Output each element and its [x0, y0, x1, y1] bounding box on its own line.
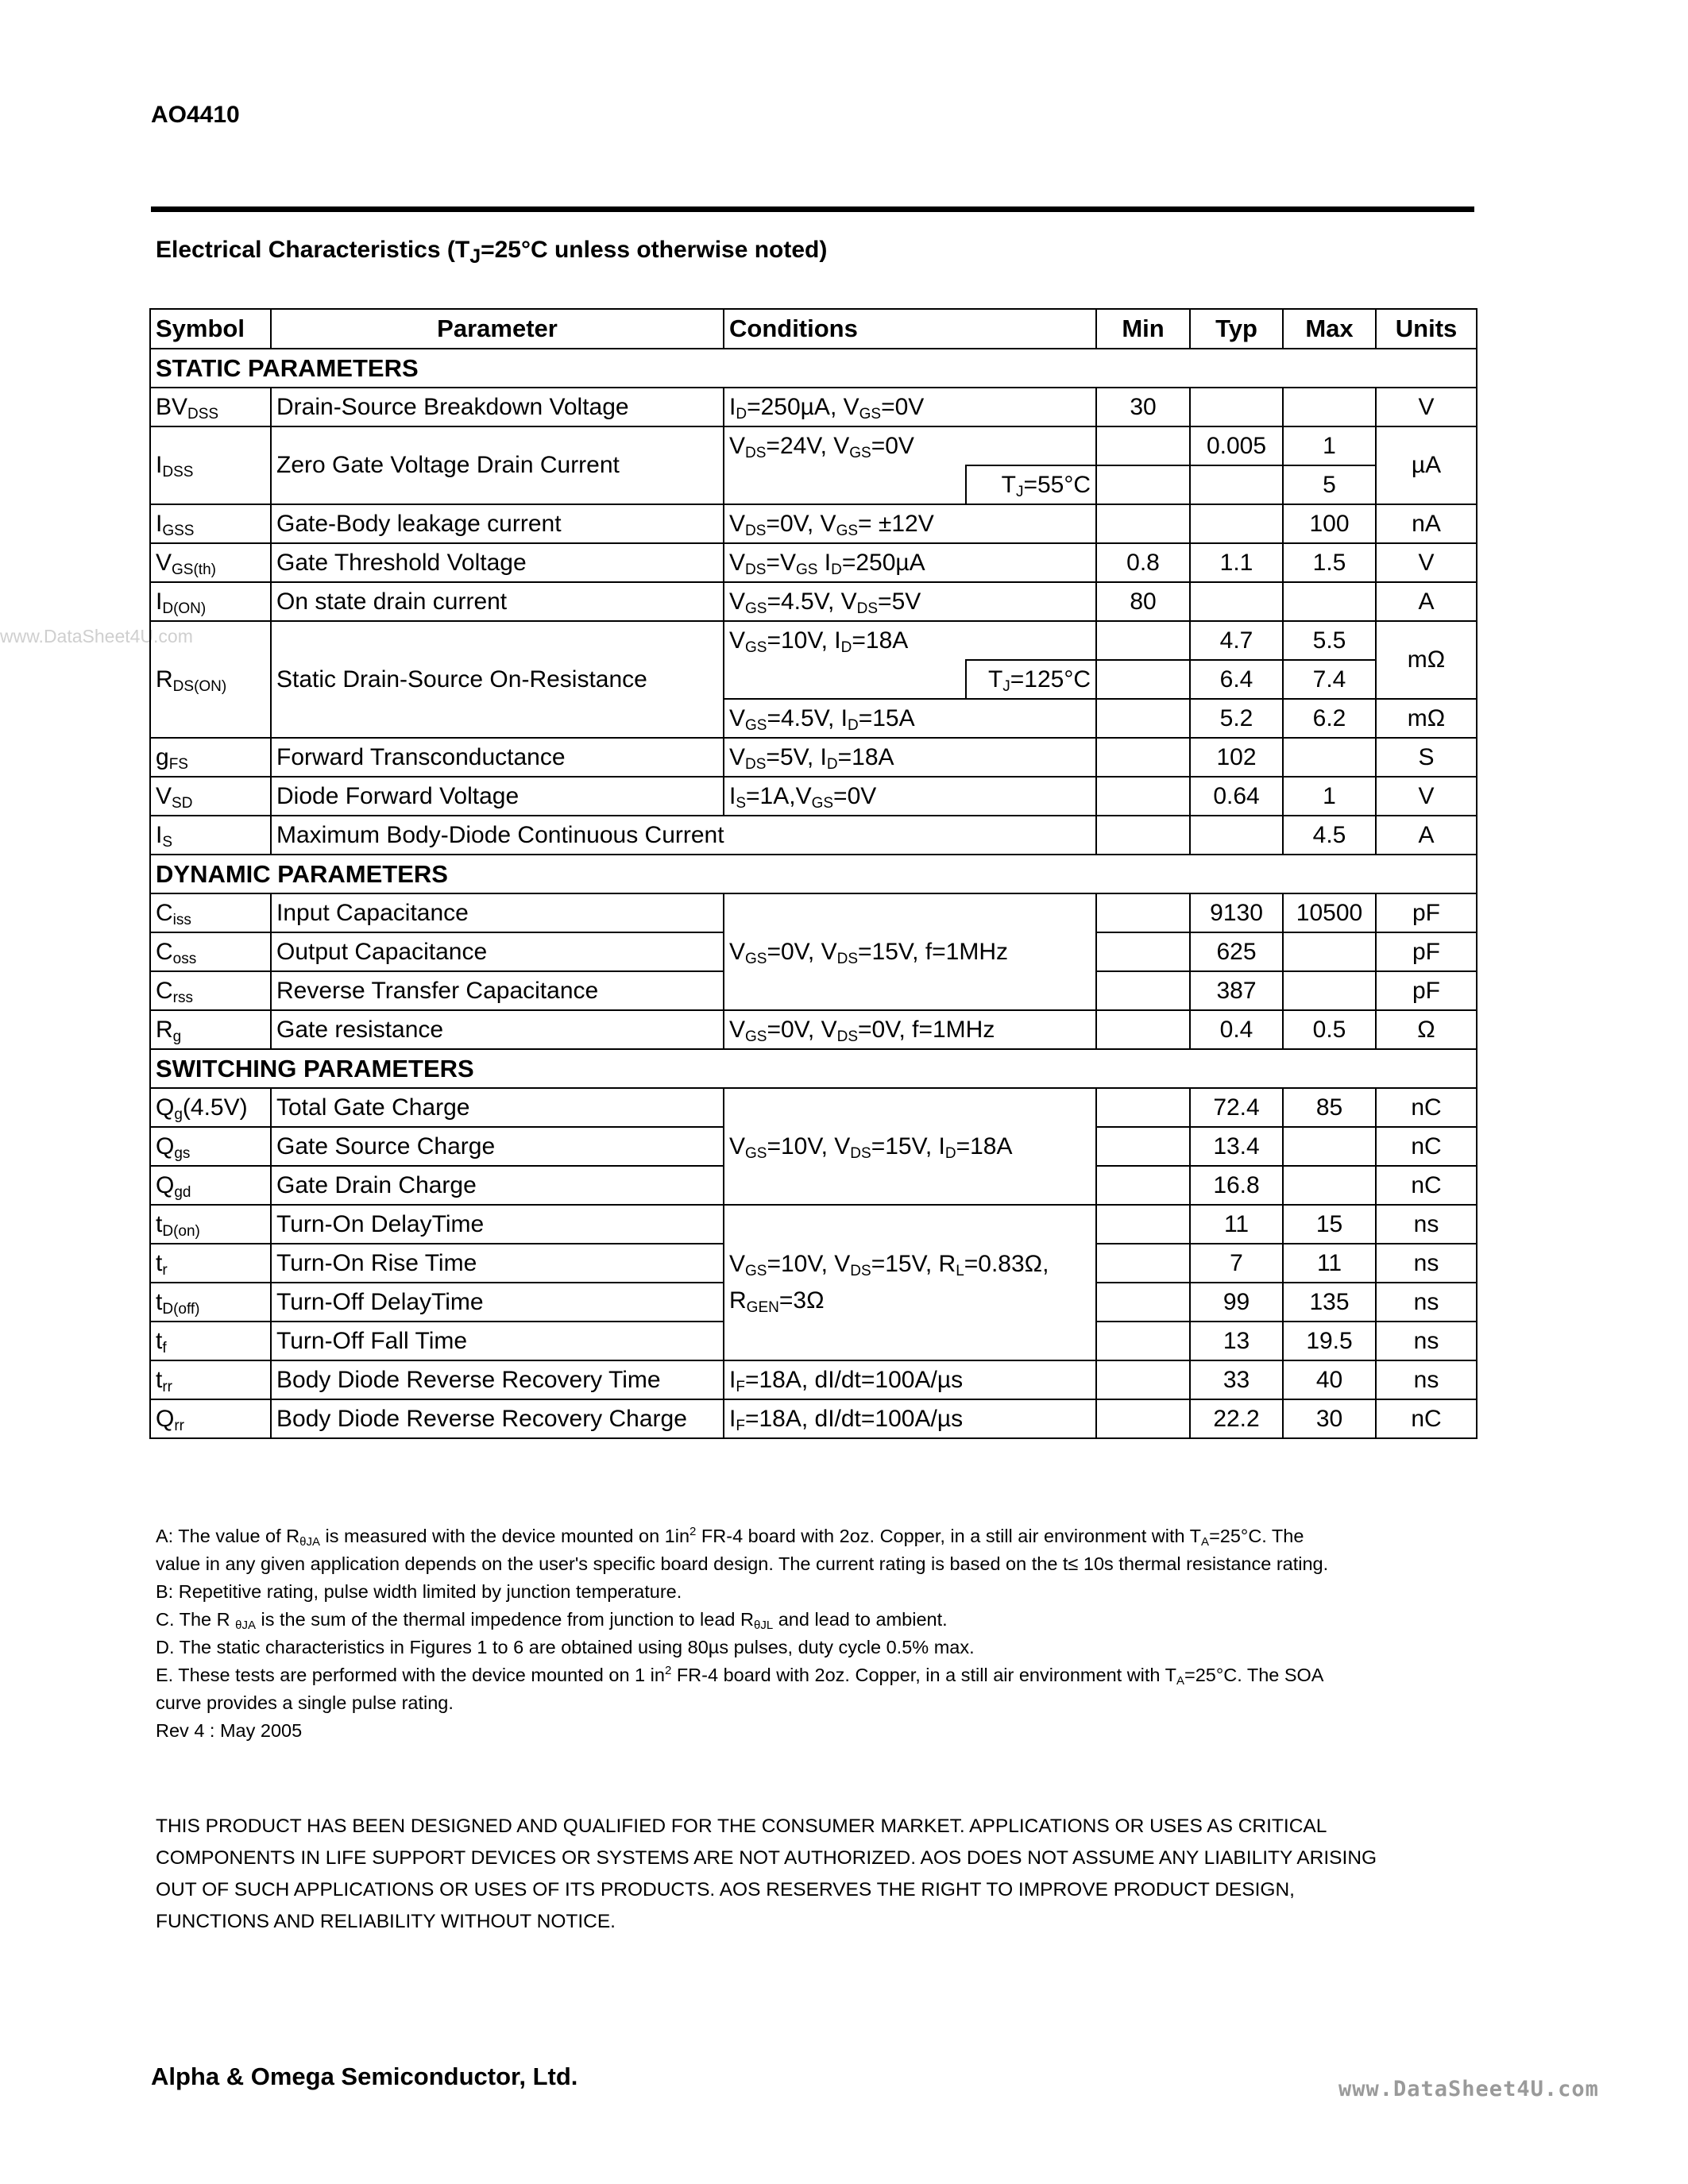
max-cell: 0.5	[1283, 1010, 1376, 1049]
max-cell: 5.5	[1283, 621, 1376, 660]
parameter-cell: Maximum Body-Diode Continuous Current	[271, 816, 1096, 855]
symbol-cell: $C_{rss}$	[150, 971, 271, 1010]
typ-cell: 99	[1190, 1283, 1283, 1322]
min-cell: 30	[1096, 388, 1190, 426]
typ-cell: 625	[1190, 932, 1283, 971]
typ-cell: 13.4	[1190, 1127, 1283, 1166]
section-switching	[150, 1049, 1477, 1088]
symbol-cell: $C_{oss}$	[150, 932, 271, 971]
parameter-cell: Gate Drain Charge	[271, 1166, 724, 1205]
symbol-cell: $BV_{DSS}$	[150, 388, 271, 426]
units-cell: pF	[1376, 971, 1477, 1010]
col-units: Units	[1376, 309, 1477, 349]
symbol-cell: $g_{FS}$	[150, 738, 271, 777]
footnote-line: A: The value of $R_{\theta JA}$ is measured with the device mounted on $1in^2$ FR-4 board with 2oz. Copper, in a still air environment with $T_A=25^\circ C$. The	[156, 1525, 1304, 1549]
typ-cell: 33	[1190, 1360, 1283, 1399]
max-cell: 40	[1283, 1360, 1376, 1399]
min-cell	[1096, 1127, 1190, 1166]
col-symbol: Symbol	[150, 309, 271, 349]
parameter-cell: Turn-On Rise Time	[271, 1244, 724, 1283]
parameter-cell: Turn-Off DelayTime	[271, 1283, 724, 1322]
conditions-cell: $V_{GS}=0V$, $V_{DS}=0V$, f=1MHz	[724, 1010, 1096, 1049]
units-cell: mΩ	[1376, 699, 1477, 738]
min-cell	[1096, 660, 1190, 699]
conditions-cell: $V_{DS}=V_{GS}$ $I_D=250\mu A$	[724, 543, 1096, 582]
table-row	[150, 1399, 1477, 1438]
table-row	[150, 1205, 1477, 1244]
min-cell	[1096, 1322, 1190, 1360]
min-cell	[1096, 465, 1190, 504]
typ-cell: 5.2	[1190, 699, 1283, 738]
max-cell	[1283, 1127, 1376, 1166]
parameter-cell: Gate-Body leakage current	[271, 504, 724, 543]
side-watermark: www.DataSheet4U.com	[0, 626, 193, 646]
symbol-cell: $Q_{gs}$	[150, 1127, 271, 1166]
table-row	[150, 893, 1477, 932]
parameter-cell: Gate resistance	[271, 1010, 724, 1049]
max-cell: 7.4	[1283, 660, 1376, 699]
parameter-cell: Reverse Transfer Capacitance	[271, 971, 724, 1010]
part-number: AO4410	[151, 102, 240, 128]
min-cell	[1096, 893, 1190, 932]
disclaimer-line: COMPONENTS IN LIFE SUPPORT DEVICES OR SYSTEMS ARE NOT AUTHORIZED. AOS DOES NOT ASSUME ANY LIABILITY ARISING	[156, 1847, 1377, 1869]
max-cell: 30	[1283, 1399, 1376, 1438]
section-label: STATIC PARAMETERS	[150, 349, 1477, 388]
min-cell	[1096, 1360, 1190, 1399]
max-cell	[1283, 582, 1376, 621]
parameter-cell: On state drain current	[271, 582, 724, 621]
max-cell	[1283, 1166, 1376, 1205]
table-row	[150, 1088, 1477, 1127]
symbol-cell: $R_g$	[150, 1010, 271, 1049]
switch-conditions-line-2: $R_{GEN}=3\Omega$	[729, 1287, 825, 1316]
symbol-cell: $Q_g(4.5V)$	[150, 1088, 271, 1127]
footnote-line: B: Repetitive rating, pulse width limited by junction temperature.	[156, 1581, 682, 1602]
parameter-cell: Forward Transconductance	[271, 738, 724, 777]
parameter-cell: Zero Gate Voltage Drain Current	[271, 426, 724, 504]
typ-cell: 72.4	[1190, 1088, 1283, 1127]
min-cell	[1096, 504, 1190, 543]
conditions-spacer	[724, 465, 966, 504]
footnote-line: D. The static characteristics in Figures 1 to 6 are obtained using 80µs pulses, duty cycle 0.5% max.	[156, 1637, 975, 1657]
min-cell	[1096, 426, 1190, 465]
units-cell: V	[1376, 388, 1477, 426]
table-row	[150, 1010, 1477, 1049]
table-row	[150, 738, 1477, 777]
table-header-row	[150, 309, 1477, 349]
conditions-cell: $V_{DS}=0V$, $V_{GS}= \pm 12V$	[724, 504, 1096, 543]
typ-cell: 0.4	[1190, 1010, 1283, 1049]
tj-condition-cell: $T_J=55^\circ C$	[966, 465, 1096, 504]
table-row	[150, 1360, 1477, 1399]
min-cell	[1096, 1244, 1190, 1283]
min-cell	[1096, 738, 1190, 777]
symbol-cell: $Q_{gd}$	[150, 1166, 271, 1205]
section-static	[150, 349, 1477, 388]
symbol-cell: $t_{D(off)}$	[150, 1283, 271, 1322]
symbol-cell: $V_{SD}$	[150, 777, 271, 816]
tj-condition-cell: $T_J=125^\circ C$	[966, 660, 1096, 699]
units-cell: nC	[1376, 1088, 1477, 1127]
min-cell	[1096, 1205, 1190, 1244]
company-name: Alpha & Omega Semiconductor, Ltd.	[151, 2062, 578, 2090]
conditions-cell: $V_{DS}=24V$, $V_{GS}=0V$	[724, 426, 1096, 465]
typ-cell: 1.1	[1190, 543, 1283, 582]
typ-cell	[1190, 388, 1283, 426]
max-cell	[1283, 738, 1376, 777]
parameter-cell: Turn-On DelayTime	[271, 1205, 724, 1244]
conditions-spacer	[724, 660, 966, 699]
footnote-line: curve provides a single pulse rating.	[156, 1692, 454, 1713]
typ-cell: 102	[1190, 738, 1283, 777]
table-row	[150, 621, 1477, 660]
symbol-cell: $I_{D(ON)}$	[150, 582, 271, 621]
units-cell: pF	[1376, 893, 1477, 932]
units-cell: S	[1376, 738, 1477, 777]
conditions-cell	[724, 1205, 1096, 1360]
units-cell: ns	[1376, 1322, 1477, 1360]
symbol-cell: $t_{rr}$	[150, 1360, 271, 1399]
typ-cell: 6.4	[1190, 660, 1283, 699]
col-conditions: Conditions	[724, 309, 1096, 349]
min-cell	[1096, 699, 1190, 738]
typ-cell: 13	[1190, 1322, 1283, 1360]
max-cell: 4.5	[1283, 816, 1376, 855]
min-cell	[1096, 1283, 1190, 1322]
conditions-cell: $V_{GS}=10V$, $I_D=18A$	[724, 621, 1096, 660]
typ-cell	[1190, 816, 1283, 855]
parameter-cell: Drain-Source Breakdown Voltage	[271, 388, 724, 426]
typ-cell	[1190, 504, 1283, 543]
symbol-cell: $I_{GSS}$	[150, 504, 271, 543]
min-cell	[1096, 1010, 1190, 1049]
units-cell: ns	[1376, 1360, 1477, 1399]
units-cell: nC	[1376, 1166, 1477, 1205]
min-cell: 0.8	[1096, 543, 1190, 582]
footnote-line: value in any given application depends on the user's specific board design. The current rating is based on the t≤ 10s thermal resistance rating.	[156, 1553, 1329, 1574]
typ-cell: 0.64	[1190, 777, 1283, 816]
min-cell	[1096, 777, 1190, 816]
units-cell: ns	[1376, 1244, 1477, 1283]
header-rule	[151, 206, 1474, 212]
units-cell: nC	[1376, 1127, 1477, 1166]
footnote-line: C. The R $_{\theta JA}$ is the sum of the thermal impedence from junction to lead $R_{\theta JL}$ and lead to ambient.	[156, 1609, 948, 1632]
disclaimer-line: OUT OF SUCH APPLICATIONS OR USES OF ITS PRODUCTS. AOS RESERVES THE RIGHT TO IMPROVE PRODUCT DESIGN,	[156, 1879, 1295, 1900]
max-cell: 11	[1283, 1244, 1376, 1283]
typ-cell: 22.2	[1190, 1399, 1283, 1438]
typ-cell: 11	[1190, 1205, 1283, 1244]
parameter-cell: Output Capacitance	[271, 932, 724, 971]
col-typ: Typ	[1190, 309, 1283, 349]
table-row	[150, 816, 1477, 855]
max-cell: 15	[1283, 1205, 1376, 1244]
parameter-cell: Gate Threshold Voltage	[271, 543, 724, 582]
units-cell: ns	[1376, 1283, 1477, 1322]
units-cell: nC	[1376, 1399, 1477, 1438]
footnotes	[156, 1522, 1506, 1745]
electrical-characteristics-table	[149, 308, 1477, 1439]
max-cell: 1	[1283, 777, 1376, 816]
units-cell: A	[1376, 582, 1477, 621]
table-title: Electrical Characteristics ($T_J=25^\circ C$ unless otherwise noted)	[156, 237, 828, 268]
parameter-cell: Input Capacitance	[271, 893, 724, 932]
units-cell: ns	[1376, 1205, 1477, 1244]
conditions-cell: $V_{GS}=4.5V$, $V_{DS}=5V$	[724, 582, 1096, 621]
typ-cell: 387	[1190, 971, 1283, 1010]
col-max: Max	[1283, 309, 1376, 349]
footnote-line: E. These tests are performed with the device mounted on 1 $in^2$ FR-4 board with 2oz. Copper, in a still air environment with $T_A=25^\circ C$. The SOA	[156, 1664, 1324, 1688]
conditions-cell: $V_{GS}=10V$, $V_{DS}=15V$, $I_D=18A$	[724, 1088, 1096, 1205]
min-cell	[1096, 932, 1190, 971]
min-cell	[1096, 621, 1190, 660]
table-row	[150, 582, 1477, 621]
section-label: DYNAMIC PARAMETERS	[150, 855, 1477, 893]
units-cell: A	[1376, 816, 1477, 855]
conditions-cell: $I_D=250\mu A$, $V_{GS}=0V$	[724, 388, 1096, 426]
max-cell: 135	[1283, 1283, 1376, 1322]
conditions-cell: $I_F=18A$, dI/dt=100A/µs	[724, 1399, 1096, 1438]
conditions-cell: $V_{DS}=5V$, $I_D=18A$	[724, 738, 1096, 777]
table-row	[150, 426, 1477, 465]
table-row	[150, 777, 1477, 816]
max-cell	[1283, 971, 1376, 1010]
units-cell: mΩ	[1376, 621, 1477, 699]
units-cell: V	[1376, 777, 1477, 816]
parameter-cell: Body Diode Reverse Recovery Charge	[271, 1399, 724, 1438]
table-row	[150, 388, 1477, 426]
symbol-cell: $t_r$	[150, 1244, 271, 1283]
min-cell	[1096, 816, 1190, 855]
symbol-cell: $R_{DS(ON)}$	[150, 621, 271, 738]
conditions-cell: $I_F=18A$, dI/dt=100A/µs	[724, 1360, 1096, 1399]
table-row	[150, 504, 1477, 543]
section-label: SWITCHING PARAMETERS	[150, 1049, 1477, 1088]
table-row	[150, 543, 1477, 582]
symbol-cell: $Q_{rr}$	[150, 1399, 271, 1438]
col-parameter: Parameter	[271, 309, 724, 349]
typ-cell	[1190, 582, 1283, 621]
min-cell	[1096, 1399, 1190, 1438]
max-cell: 1	[1283, 426, 1376, 465]
conditions-cell: $V_{GS}=4.5V$, $I_D=15A$	[724, 699, 1096, 738]
parameter-cell: Gate Source Charge	[271, 1127, 724, 1166]
disclaimer-line: FUNCTIONS AND RELIABILITY WITHOUT NOTICE.	[156, 1911, 616, 1932]
parameter-cell: Body Diode Reverse Recovery Time	[271, 1360, 724, 1399]
typ-cell: 4.7	[1190, 621, 1283, 660]
revision-line: Rev 4 : May 2005	[156, 1720, 303, 1741]
conditions-cell: $V_{GS}=0V$, $V_{DS}=15V$, f=1MHz	[724, 893, 1096, 1010]
switch-conditions-line-1: $V_{GS}=10V$, $V_{DS}=15V$, $R_L=0.83\Omega$,	[729, 1251, 1049, 1279]
max-cell: 100	[1283, 504, 1376, 543]
min-cell	[1096, 1166, 1190, 1205]
max-cell	[1283, 388, 1376, 426]
min-cell	[1096, 971, 1190, 1010]
typ-cell: 16.8	[1190, 1166, 1283, 1205]
min-cell	[1096, 1088, 1190, 1127]
units-cell: µA	[1376, 426, 1477, 504]
symbol-cell: $V_{GS(th)}$	[150, 543, 271, 582]
disclaimer	[156, 1811, 1506, 1938]
col-min: Min	[1096, 309, 1190, 349]
symbol-cell: $t_f$	[150, 1322, 271, 1360]
section-dynamic	[150, 855, 1477, 893]
parameter-cell: Static Drain-Source On-Resistance	[271, 621, 724, 738]
parameter-cell: Total Gate Charge	[271, 1088, 724, 1127]
units-cell: nA	[1376, 504, 1477, 543]
max-cell: 85	[1283, 1088, 1376, 1127]
max-cell	[1283, 932, 1376, 971]
typ-cell	[1190, 465, 1283, 504]
typ-cell: 9130	[1190, 893, 1283, 932]
parameter-cell: Turn-Off Fall Time	[271, 1322, 724, 1360]
symbol-cell: $I_{DSS}$	[150, 426, 271, 504]
max-cell: 5	[1283, 465, 1376, 504]
units-cell: pF	[1376, 932, 1477, 971]
typ-cell: 7	[1190, 1244, 1283, 1283]
max-cell: 6.2	[1283, 699, 1376, 738]
symbol-cell: $C_{iss}$	[150, 893, 271, 932]
symbol-cell: $t_{D(on)}$	[150, 1205, 271, 1244]
bottom-watermark: www.DataSheet4U.com	[1338, 2077, 1599, 2101]
parameter-cell: Diode Forward Voltage	[271, 777, 724, 816]
units-cell: Ω	[1376, 1010, 1477, 1049]
typ-cell: 0.005	[1190, 426, 1283, 465]
conditions-cell: $I_S=1A,V_{GS}=0V$	[724, 777, 1096, 816]
max-cell: 10500	[1283, 893, 1376, 932]
max-cell: 1.5	[1283, 543, 1376, 582]
symbol-cell: $I_S$	[150, 816, 271, 855]
disclaimer-line: THIS PRODUCT HAS BEEN DESIGNED AND QUALIFIED FOR THE CONSUMER MARKET. APPLICATIONS OR USES AS CRITICAL	[156, 1815, 1327, 1837]
max-cell: 19.5	[1283, 1322, 1376, 1360]
min-cell: 80	[1096, 582, 1190, 621]
units-cell: V	[1376, 543, 1477, 582]
